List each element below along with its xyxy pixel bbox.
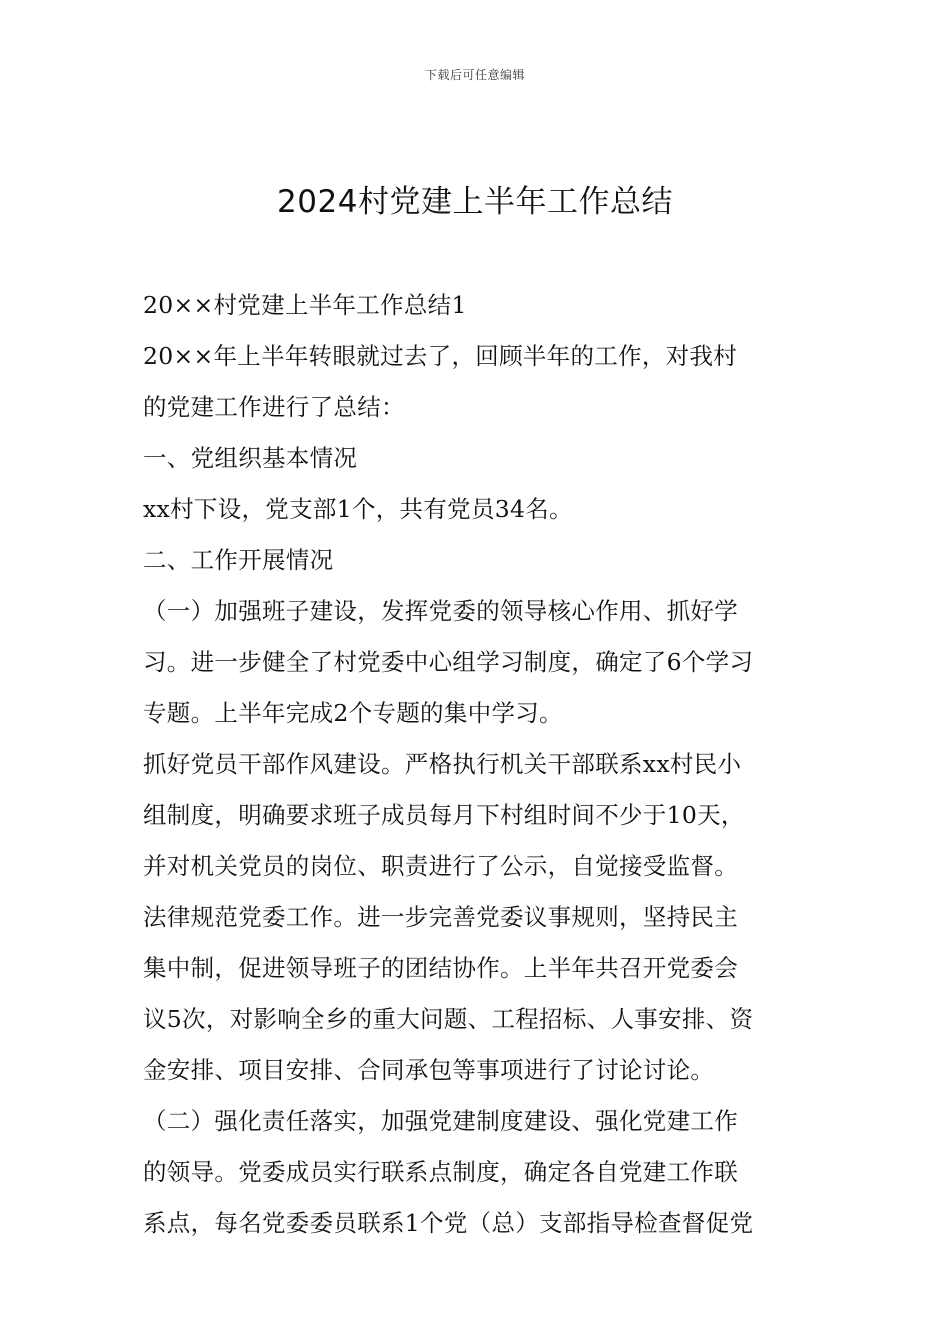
body-line: xx村下设，党支部1个，共有党员34名。 xyxy=(143,495,573,523)
body-line: （二）强化责任落实，加强党建制度建设、强化党建工作 xyxy=(143,1107,738,1135)
body-line: 20××年上半年转眼就过去了，回顾半年的工作，对我村 xyxy=(143,342,738,370)
body-line: 金安排、项目安排、合同承包等事项进行了讨论讨论。 xyxy=(143,1056,715,1084)
section-heading: 一、党组织基本情况 xyxy=(143,444,358,472)
body-line: 抓好党员干部作风建设。严格执行机关干部联系xx村民小 xyxy=(143,750,742,778)
body-line: 系点，每名党委委员联系1个党（总）支部指导检查督促党 xyxy=(143,1209,754,1237)
body-line: 的党建工作进行了总结： xyxy=(143,393,405,421)
header-note: 下载后可任意编辑 xyxy=(424,68,525,82)
document-body xyxy=(143,280,809,1249)
body-line: 集中制，促进领导班子的团结协作。上半年共召开党委会 xyxy=(143,954,738,982)
document-title: 2024村党建上半年工作总结 xyxy=(277,184,673,220)
body-line: 议5次，对影响全乡的重大问题、工程招标、人事安排、资 xyxy=(143,1005,754,1033)
body-line: 专题。上半年完成2个专题的集中学习。 xyxy=(143,699,563,727)
section-heading: 二、工作开展情况 xyxy=(143,546,334,574)
body-line: （一）加强班子建设，发挥党委的领导核心作用、抓好学 xyxy=(143,597,738,625)
body-line: 组制度，明确要求班子成员每月下村组时间不少于10天， xyxy=(143,801,745,829)
body-line: 并对机关党员的岗位、职责进行了公示，自觉接受监督。 xyxy=(143,852,738,880)
body-line: 的领导。党委成员实行联系点制度，确定各自党建工作联 xyxy=(143,1158,738,1186)
body-line: 法律规范党委工作。进一步完善党委议事规则，坚持民主 xyxy=(143,903,738,931)
body-line: 20××村党建上半年工作总结1 xyxy=(143,291,467,319)
body-line: 习。进一步健全了村党委中心组学习制度，确定了6个学习 xyxy=(143,648,754,676)
